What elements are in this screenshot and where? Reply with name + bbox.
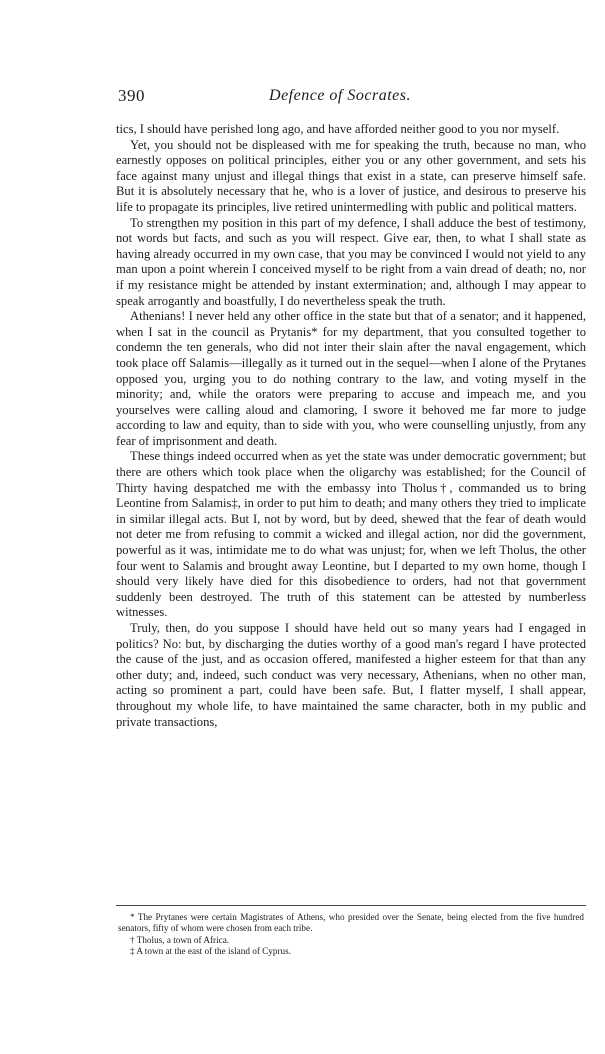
paragraph-truth: Yet, you should not be displeased with me for speaking the truth, because no man, who earnestly opposes on political principles, either you or any other government, and sets his face against many unjust and illegal things that exist in a state, can preserve himself safe. But it is absolutely necessary that he, who is a lover of justice, and desirous to preserve his life to propagate its principles, live retired unintermedling with public and political matters. <box>116 137 586 214</box>
paragraph-oligarchy: These things indeed occurred when as yet the state was under democratic government; but there are others which took place when the oligarchy was established; for the Council of Thirty having despatched me with the embassy into Tholus†, commanded us to bring Leontine from Salamis‡, in order to put him to death; and many others they tried to implicate in similar illegal acts. But I, not by word, but by deed, shewed that the fear of death would not deter me from refusing to commit a wicked and illegal action, nor did the government, powerful as it was, intimidate me to do what was unjust; for, when we left Tholus, the other four went to Salamis and brought away Leontine, but I departed to my own home, though I should very likely have died for this disobedience to orders, had not that government suddenly been destroyed. The truth of this statement can be attested by numberless witnesses. <box>116 449 586 620</box>
paragraph-continuation: tics, I should have perished long ago, and have afforded neither good to you nor myself. <box>116 122 560 136</box>
footnote-tholus: † Tholus, a town of Africa. <box>130 934 230 945</box>
footnotes <box>118 912 584 958</box>
footnote-prytanes: * The Prytanes were certain Magistrates of Athens, who presided over the Senate, being elected from the five hundred senators, fifty of whom were chosen from each tribe. <box>118 912 584 934</box>
body-text <box>116 122 586 730</box>
running-title: Defence of Socrates. <box>269 87 411 104</box>
footnote-rule <box>116 905 586 906</box>
page-number: 390 <box>118 86 145 105</box>
paragraph-senator: Athenians! I never held any other office in the state but that of a senator; and it happened, when I sat in the council as Prytanis* for my department, that you consulted together to condemn the ten generals, who did not inter their slain after the naval engagement, which took place off Salamis—illegally as it turned out in the sequel—when I alone of the Prytanes opposed you, urging you to do nothing contrary to the law, and voting myself in the minority; and, while the orators were preparing to accuse and impeach me, and you yourselves were calling aloud and clamoring, I swore it behoved me far more to judge according to law and equity, than to side with you, who were counselling unjustly, from any fear of imprisonment and death. <box>116 309 586 448</box>
paragraph-testimony: To strengthen my position in this part of my defence, I shall adduce the best of testimony, not words but facts, and such as you will respect. Give ear, then, to what I shall state as having already occurred in my own case, that you may be convinced I would not yield to any man upon a point wherein I conceived myself to be right from a vain dread of death; no, nor if my resistance might be attended by instant extermination; and, although I may appear to speak arrogantly and boastfully, I do nevertheless speak the truth. <box>116 215 586 308</box>
page-header <box>118 86 582 108</box>
paragraph-politics: Truly, then, do you suppose I should have held out so many years had I engaged in politics? No: but, by discharging the duties worthy of a good man's regard I have protected the cause of the just, and as occasion offered, manifested a higher esteem for that than any other duty; and, indeed, such conduct was very necessary, Athenians, when no other man, acting so prominent a part, could have been safe. But, I flatter myself, I shall appear, throughout my whole life, to have maintained the same character, both in my public and private transactions, <box>116 621 586 729</box>
footnote-salamis: ‡ A town at the east of the island of Cyprus. <box>130 946 292 957</box>
